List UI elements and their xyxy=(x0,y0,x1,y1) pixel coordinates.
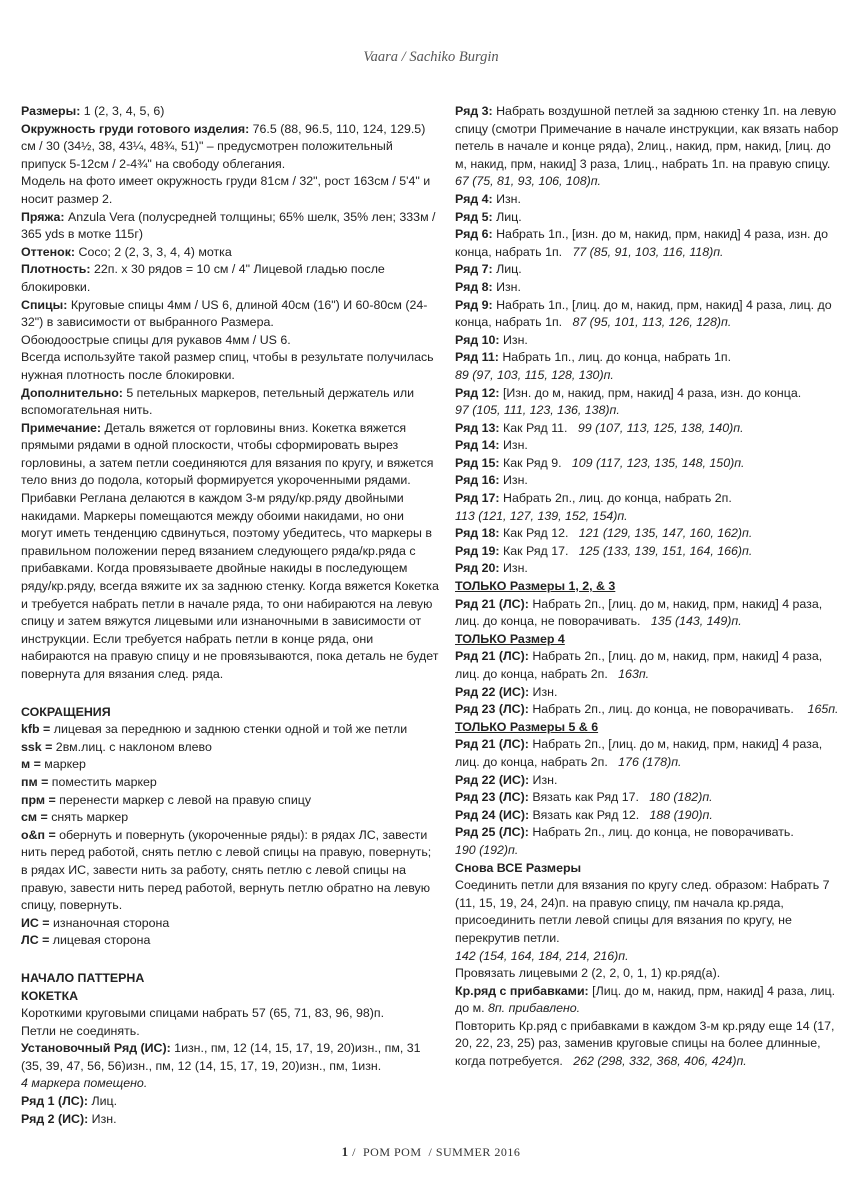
yoke-title: КОКЕТКА xyxy=(21,988,79,1003)
left-column xyxy=(21,103,439,1128)
row-10: Ряд 10: Изн. xyxy=(455,332,528,347)
abbr-m: м = маркер xyxy=(21,757,86,772)
row-20: Ряд 20: Изн. xyxy=(455,561,528,576)
size4-row-22: Ряд 22 (ИС): Изн. xyxy=(455,684,558,699)
abbr-ssk: ssk = 2вм.лиц. с наклоном влево xyxy=(21,739,212,754)
no-join: Петли не соединять. xyxy=(21,1023,140,1038)
row-1: Ряд 1 (ЛС): Лиц. xyxy=(21,1094,118,1109)
row-9: Ряд 9: Набрать 1п., [лиц. до м, накид, прм, накид] 4 раза, лиц. до конца, набрать 1п. 87 (95, 101, 113, 126, 128)п. xyxy=(455,297,836,330)
row-17: Ряд 17: Набрать 2п., лиц. до конца, набрать 2п. xyxy=(455,491,732,506)
only-sizes-5-6-title: ТОЛЬКО Размеры 5 & 6 xyxy=(455,719,599,734)
abbr-title: СОКРАЩЕНИЯ xyxy=(21,704,111,719)
all-sizes-title: Снова ВСЕ Размеры xyxy=(455,860,582,875)
row-12: Ряд 12: [Изн. до м, накид, прм, накид] 4 раза, изн. до конца. xyxy=(455,385,802,400)
needle-advice: Всегда используйте такой размер спиц, чтобы в результате получилась нужная плотность после блокировки. xyxy=(21,350,434,382)
setup-row: Установочный Ряд (ИС): 1изн., пм, 12 (14, 15, 17, 19, 20)изн., пм, 31 (35, 39, 47, 56, 56)изн., пм, 12 (14, 15, 17, 19, 20)изн., пм, 1изн. xyxy=(21,1041,421,1073)
row-12-count: 97 (105, 111, 123, 136, 138)п. xyxy=(455,403,620,418)
row-8: Ряд 8: Изн. xyxy=(455,279,521,294)
page-footer xyxy=(0,1144,862,1160)
size56-row-22: Ряд 22 (ИС): Изн. xyxy=(455,772,558,787)
size56-row-21: Ряд 21 (ЛС): Набрать 2п., [лиц. до м, накид, прм, накид] 4 раза, лиц. до конца, набрать 2п. 176 (178)п. xyxy=(455,737,826,769)
pattern-start-title: НАЧАЛО ПАТТЕРНА xyxy=(21,970,145,985)
row-7: Ряд 7: Лиц. xyxy=(455,262,522,277)
row-17-count: 113 (121, 127, 139, 152, 154)п. xyxy=(455,508,628,523)
needles: Спицы: Круговые спицы 4мм / US 6, длиной 40см (16") И 60-80см (24-32") в зависимости от выбранного Размера. xyxy=(21,297,428,330)
abbr-wt: о&п = обернуть и повернуть (укороченные ряды): в рядах ЛС, завести нить перед работой, снять петлю с левой спицы на правую, повернуть; в рядах ИС, завести нить за работу, снять петлю с левой спицы на правую, завести нить перед работой, вернуть петлю обратно на левую спицу, повернуть. xyxy=(21,827,432,913)
row-16: Ряд 16: Изн. xyxy=(455,473,528,488)
note: Примечание: Деталь вяжется от горловины вниз. Кокетка вяжется прямыми рядами в одной плоскости, чтобы сформировать вырез горловины, а затем петли соединяются для вязания по кругу, и вяжется тело вниз до подола, который формируется укороченными рядами. Прибавки Реглана делаются в каждом 3-м ряду/кр.ряду двойными накидами. Маркеры помещаются между обоими накидами, но они могут иметь тенденцию сдвинуться, поэтому убедитесь, что маркеры в правильном положении перед вязанием следующего ряда/кр.ряда с прибавками. Когда провязываете двойные накиды в последующем ряду/кр.ряду, всегда вяжите их за заднюю стенку. Когда вяжется Кокетка и требуется набрать петли в начале ряда, то они набираются на левую спицу и затем вяжутся лицевыми или изнаночными в зависимости от инструкции. Если требуется набрать петли в конце ряда, они набираются на правую спицу и не провязываются, пока деталь не будет повернута для вязания след. ряда. xyxy=(21,420,439,681)
abbr-kfb: kfb = лицевая за переднюю и заднюю стенки одной и той же петли xyxy=(21,722,408,737)
inc-round: Кр.ряд с прибавками: [Лиц. до м, накид, прм, накид] 4 раза, лиц. до м. 8п. прибавлено. xyxy=(455,983,836,1016)
row-13: Ряд 13: Как Ряд 11. 99 (107, 113, 125, 138, 140)п. xyxy=(455,420,744,435)
only-sizes-1-2-3-title: ТОЛЬКО Размеры 1, 2, & 3 xyxy=(455,579,616,594)
chest: Окружность груди готового изделия: 76.5 (88, 96.5, 110, 124, 129.5) см / 30 (34½, 38, 43¼, 48¾, 51)" – предусмотрен положительный припуск 5-12см / 2-4¾" на свободу облегания. xyxy=(21,121,426,171)
row-19: Ряд 19: Как Ряд 17. 125 (133, 139, 151, 164, 166)п. xyxy=(455,543,753,558)
size123-row-21: Ряд 21 (ЛС): Набрать 2п., [лиц. до м, накид, прм, накид] 4 раза, лиц. до конца, не поворачивать. 135 (143, 149)п. xyxy=(455,596,826,629)
size56-row-25-count: 190 (192)п. xyxy=(455,842,519,857)
size56-row-23: Ряд 23 (ЛС): Вязать как Ряд 17. 180 (182)п. xyxy=(455,790,713,805)
gauge: Плотность: 22п. х 30 рядов = 10 см / 4" Лицевой гладью после блокировки. xyxy=(21,262,385,294)
page-number: 1 xyxy=(341,1144,349,1159)
row-2: Ряд 2 (ИС): Изн. xyxy=(21,1111,117,1126)
size56-row-24: Ряд 24 (ИС): Вязать как Ряд 12. 188 (190)п. xyxy=(455,807,713,822)
dpn-needles: Обоюдоострые спицы для рукавов 4мм / US 6. xyxy=(21,332,291,347)
abbr-ws: ИС = изнаночная сторона xyxy=(21,915,170,930)
document-header: Vaara / Sachiko Burgin xyxy=(363,49,499,65)
footer-text: / POM POM / SUMMER 2016 xyxy=(352,1145,521,1159)
markers-placed: 4 маркера помещено. xyxy=(21,1076,148,1091)
repeat-inc: Повторить Кр.ряд с прибавками в каждом 3-м кр.ряду еще 14 (17, 20, 22, 23, 25) раз, заменив круговые спицы на более длинные, когда потребуется. 262 (298, 332, 368, 406, 424)п. xyxy=(455,1018,838,1069)
row-6: Ряд 6: Набрать 1п., [изн. до м, накид, прм, накид] 4 раза, изн. до конца, набрать 1п. 77 (85, 91, 103, 116, 118)п. xyxy=(455,227,832,259)
join-count: 142 (154, 164, 184, 214, 216)п. xyxy=(455,948,629,963)
abbr-rs: ЛС = лицевая сторона xyxy=(21,933,151,948)
row-18: Ряд 18: Как Ряд 12. 121 (129, 135, 147, 160, 162)п. xyxy=(455,526,753,541)
row-3: Ряд 3: Набрать воздушной петлей за заднюю стенку 1п. на левую спицу (смотри Примечание в начале инструкции, как вязать набор петель в начале и конце ряда), 2лиц., накид, прм, накид, [лиц. до м, накид, прм, накид] 3 раза, 1лиц., набрать 1п. на правую спицу. xyxy=(455,104,839,171)
cast-on: Короткими круговыми спицами набрать 57 (65, 71, 83, 96, 98)п. xyxy=(21,1006,385,1021)
row-11: Ряд 11: Набрать 1п., лиц. до конца, набрать 1п. xyxy=(455,350,732,365)
row-5: Ряд 5: Лиц. xyxy=(455,209,522,224)
row-14: Ряд 14: Изн. xyxy=(455,438,528,453)
abbr-pm: пм = поместить маркер xyxy=(21,774,157,789)
sizes: Размеры: 1 (2, 3, 4, 5, 6) xyxy=(21,104,165,118)
abbr-sm: см = снять маркер xyxy=(21,810,129,825)
knit-rounds: Провязать лицевыми 2 (2, 2, 0, 1, 1) кр.ряд(а). xyxy=(455,966,721,981)
row-4: Ряд 4: Изн. xyxy=(455,191,521,206)
row-3-count: 67 (75, 81, 93, 106, 108)п. xyxy=(455,174,601,189)
shade: Оттенок: Coco; 2 (2, 3, 3, 4, 4) мотка xyxy=(21,244,232,259)
row-15: Ряд 15: Как Ряд 9. 109 (117, 123, 135, 148, 150)п. xyxy=(455,455,745,470)
size4-row-23: Ряд 23 (ЛС): Набрать 2п., лиц. до конца, не поворачивать. 165п. xyxy=(455,702,839,717)
notions: Дополнительно: 5 петельных маркеров, петельный держатель или вспомогательная нить. xyxy=(21,385,415,418)
size56-row-25: Ряд 25 (ЛС): Набрать 2п., лиц. до конца, не поворачивать. xyxy=(455,825,794,840)
abbr-prm: прм = перенести маркер с левой на правую спицу xyxy=(21,792,312,807)
row-11-count: 89 (97, 103, 115, 128, 130)п. xyxy=(455,367,614,382)
right-column xyxy=(455,103,845,1071)
join-round: Соединить петли для вязания по кругу след. образом: Набрать 7 (11, 15, 19, 24, 24)п. на правую спицу, пм начала кр.ряда, присоединить петли левой спицы для вязания по кругу, не перекрутив петли. xyxy=(455,878,830,945)
model-info: Модель на фото имеет окружность груди 81см / 32", рост 163см / 5'4" и носит размер 2. xyxy=(21,174,431,206)
size4-row-21: Ряд 21 (ЛС): Набрать 2п., [лиц. до м, накид, прм, накид] 4 раза, лиц. до конца, набрать 2п. 163п. xyxy=(455,649,826,681)
yarn: Пряжа: Anzula Vera (полусредней толщины; 65% шелк, 35% лен; 333м / 365 yds в мотке 115г) xyxy=(21,209,436,242)
only-size-4-title: ТОЛЬКО Размер 4 xyxy=(455,631,565,646)
